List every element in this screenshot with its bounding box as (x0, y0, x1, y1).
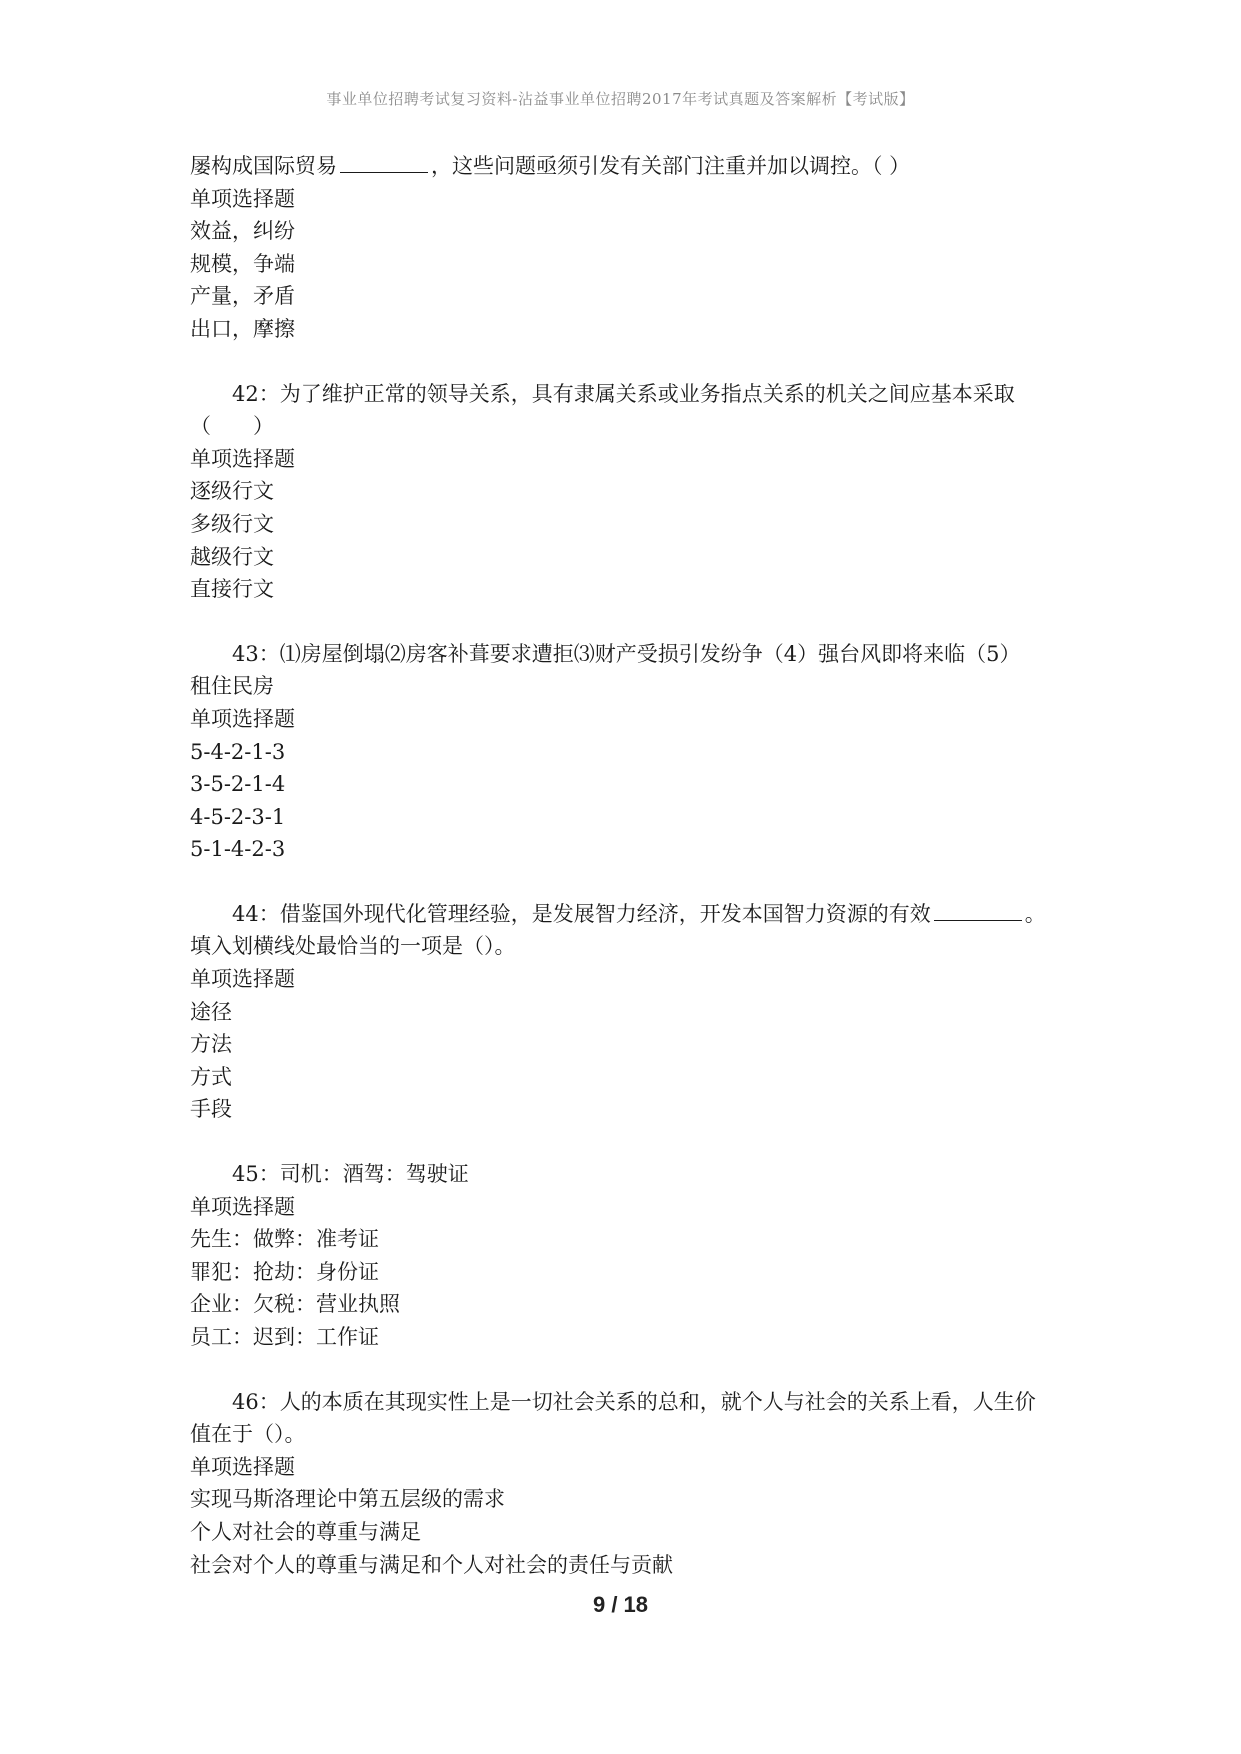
option: 效益，纠纷 (190, 219, 295, 244)
page-header: 事业单位招聘考试复习资料-沾益事业单位招聘2017年考试真题及答案解析【考试版】 (326, 90, 915, 108)
question-stem-continued: 填入划横线处最恰当的一项是（）。 (190, 934, 516, 959)
option: 直接行文 (190, 577, 274, 602)
option: 方式 (190, 1064, 232, 1089)
option: 实现马斯洛理论中第五层级的需求 (190, 1487, 505, 1512)
question-type: 单项选择题 (190, 967, 295, 992)
option: 个人对社会的尊重与满足 (190, 1519, 421, 1544)
option: 规模，争端 (190, 251, 295, 276)
option: 5-1-4-2-3 (190, 837, 286, 862)
question-stem: 42：为了维护正常的领导关系，具有隶属关系或业务指点关系的机关之间应基本采取 (232, 381, 1015, 406)
option: 产量，矛盾 (190, 284, 295, 309)
option: 5-4-2-1-3 (190, 739, 286, 764)
question-stem (190, 150, 1070, 183)
option: 4-5-2-3-1 (190, 804, 286, 829)
option: 出口，摩擦 (190, 316, 295, 341)
option: 社会对个人的尊重与满足和个人对社会的责任与贡献 (190, 1552, 673, 1577)
question-type: 单项选择题 (190, 1454, 295, 1479)
option: 先生：做弊：准考证 (190, 1227, 379, 1252)
document-body (190, 150, 1070, 1613)
question-41 (190, 150, 1070, 346)
option: 罪犯：抢劫：身份证 (190, 1259, 379, 1284)
question-stem: 46：人的本质在其现实性上是一切社会关系的总和，就个人与社会的关系上看，人生价 (232, 1389, 1036, 1414)
question-43 (190, 638, 1070, 866)
question-type: 单项选择题 (190, 706, 295, 731)
question-type: 单项选择题 (190, 186, 295, 211)
stem-text: ，这些问题亟须引发有关部门注重并加以调控。（ ） (431, 154, 911, 178)
option: 员工：迟到：工作证 (190, 1325, 379, 1349)
question-42 (190, 378, 1070, 606)
question-stem-continued: 租住民房 (190, 674, 274, 699)
question-type: 单项选择题 (190, 1194, 295, 1219)
question-stem: 43：⑴房屋倒塌⑵房客补葺要求遭拒⑶财产受损引发纷争（4）强台风即将来临（5） (232, 641, 1021, 666)
option: 方法 (190, 1032, 232, 1057)
option: 企业：欠税：营业执照 (190, 1292, 400, 1317)
stem-text: 44：借鉴国外现代化管理经验，是发展智力经济，开发本国智力资源的有效 (232, 901, 931, 926)
question-44 (190, 898, 1070, 1126)
option: 逐级行文 (190, 479, 274, 504)
question-46 (190, 1386, 1070, 1582)
option: 3-5-2-1-4 (190, 772, 286, 797)
fill-blank (934, 902, 1022, 921)
option: 手段 (190, 1097, 232, 1122)
stem-text: 屡构成国际贸易 (190, 154, 337, 178)
question-stem-continued: （ ） (190, 414, 274, 439)
option: 越级行文 (190, 544, 274, 569)
question-stem-continued: 值在于（）。 (190, 1422, 306, 1447)
page-number: 9 / 18 (592, 1592, 649, 1617)
fill-blank (340, 154, 428, 173)
option: 多级行文 (190, 511, 274, 536)
question-45 (190, 1158, 1070, 1354)
stem-text: 。 (1024, 901, 1046, 926)
option: 途径 (190, 999, 232, 1024)
question-stem: 45：司机：酒驾：驾驶证 (232, 1162, 469, 1187)
question-type: 单项选择题 (190, 446, 295, 471)
question-stem (190, 898, 1070, 931)
